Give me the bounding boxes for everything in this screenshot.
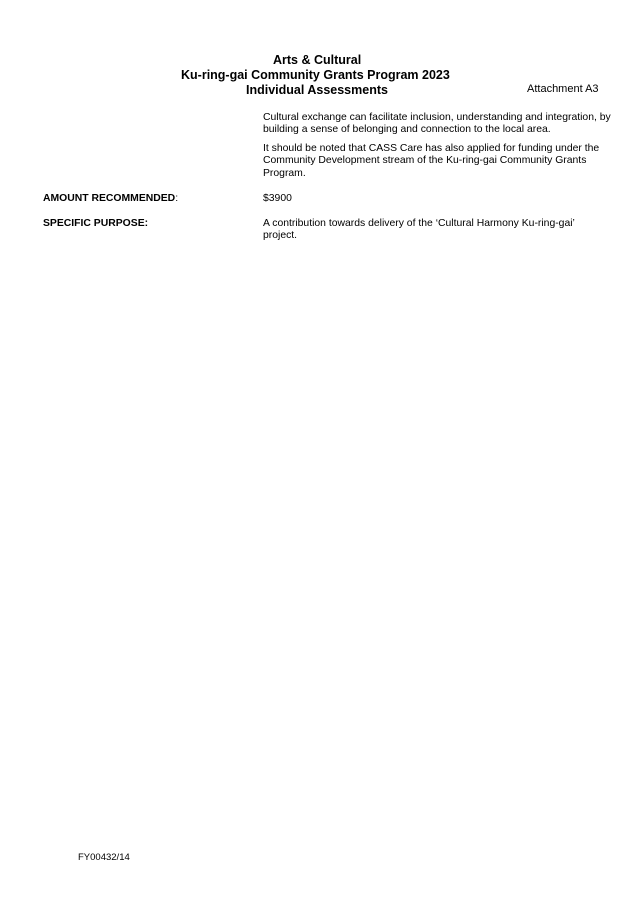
amount-recommended-label xyxy=(43,193,178,205)
specific-purpose-label: SPECIFIC PURPOSE: xyxy=(43,218,149,229)
title-arts-cultural: Arts & Cultural xyxy=(273,53,362,67)
amount-label-colon: : xyxy=(175,193,179,204)
attachment-label: Attachment A3 xyxy=(527,83,599,95)
title-program: Ku-ring-gai Community Grants Program 2023 xyxy=(181,68,450,82)
amount-label-text: AMOUNT RECOMMENDED xyxy=(43,193,176,204)
paragraph-cultural-exchange: Cultural exchange can facilitate inclusion, understanding and integration, by building a sense of belonging and connection to the local area. xyxy=(263,112,611,136)
amount-recommended-value: $3900 xyxy=(263,193,292,204)
footer-reference: FY00432/14 xyxy=(78,852,130,863)
title-individual-assessments: Individual Assessments xyxy=(246,83,388,97)
paragraph-cass-care-note: It should be noted that CASS Care has also applied for funding under the Community Development stream of the Ku-ring-gai Community Grants Program. xyxy=(263,143,600,179)
specific-purpose-value: A contribution towards delivery of the ‘Cultural Harmony Ku-ring-gai’ project. xyxy=(263,218,575,242)
